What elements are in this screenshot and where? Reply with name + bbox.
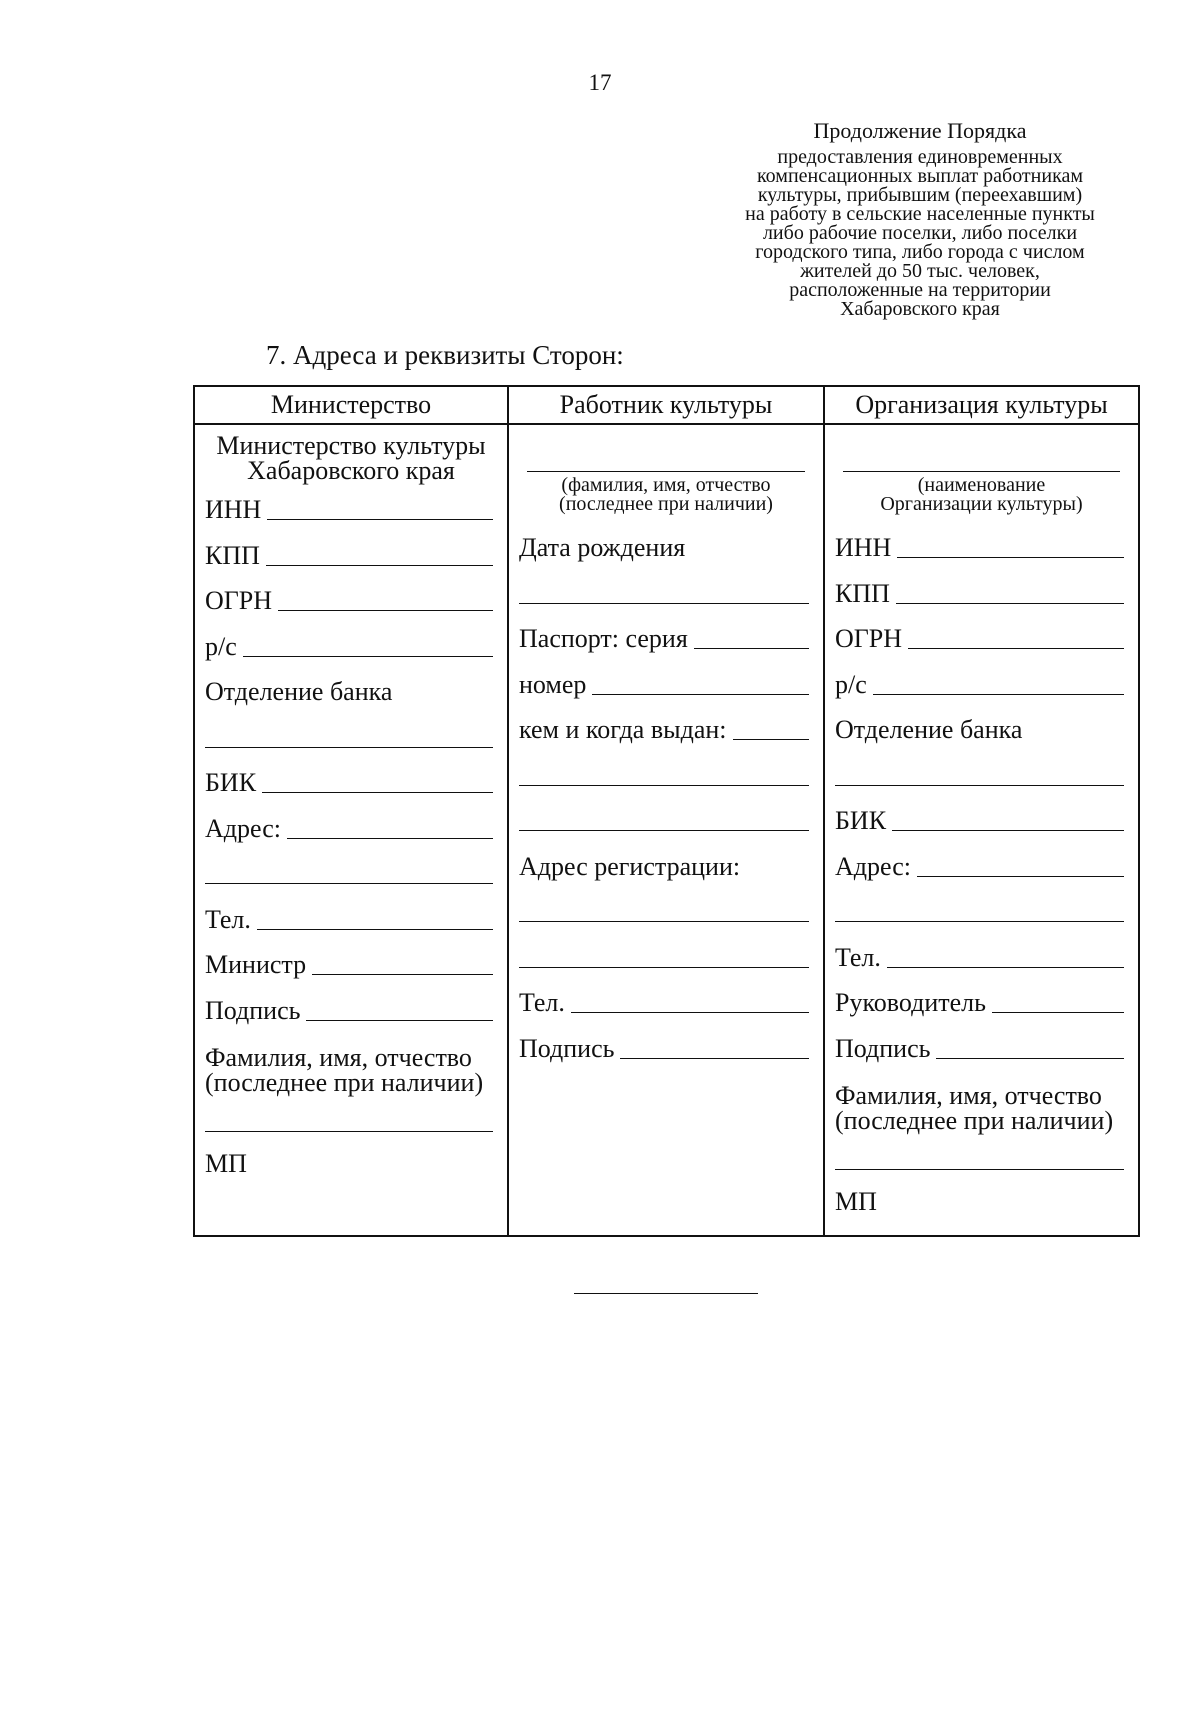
bank-line[interactable] [835,761,1124,786]
ministry-bank-field[interactable] [205,723,497,769]
ministry-name [205,433,497,495]
fio-label-line: Фамилия, имя, отчество [205,1043,472,1072]
issued-by-line[interactable] [733,715,810,740]
worker-issued-by-field[interactable] [519,715,813,761]
fio-label-line: (последнее при наличии) [835,1106,1114,1135]
ministry-bank-label-row [205,677,497,723]
kpp-line[interactable] [266,541,493,566]
section-title: 7. Адреса и реквизиты Сторон: [266,340,624,370]
phone-label: Тел. [205,904,251,934]
ogrn-label: ОГРН [835,624,903,653]
worker-issued-by-field-2[interactable] [519,761,813,807]
organization-bank-label-row [835,715,1128,761]
phone-label: Тел. [519,988,565,1017]
header-line: городского типа, либо города с числом [755,241,1085,263]
account-label: р/с [835,669,867,699]
address-line[interactable] [205,859,493,884]
signature-label: Подпись [205,995,301,1025]
organization-fio-field[interactable] [835,1145,1128,1187]
worker-fio-field[interactable] [519,471,813,533]
inn-label: ИНН [205,495,262,524]
header-worker: Работник культуры [508,386,824,424]
phone-line[interactable] [571,988,809,1013]
ministry-bik-field[interactable] [205,768,497,814]
header-line: либо рабочие поселки, либо поселки [762,222,1078,244]
ministry-address-field[interactable] [205,814,497,860]
header-title: Продолжение Порядка [813,118,1027,143]
organization-head-field[interactable] [835,988,1128,1034]
kpp-label: КПП [835,578,890,608]
account-line[interactable] [243,632,493,657]
bank-line[interactable] [205,723,493,748]
ministry-minister-field[interactable] [205,950,497,996]
header-line: предоставления единовременных [777,146,1063,168]
header-ministry: Министерство [194,386,508,424]
organization-kpp-field[interactable] [835,579,1128,625]
fio-line[interactable] [205,1107,493,1132]
head-label: Руководитель [835,988,986,1017]
passport-number-line[interactable] [592,670,809,695]
header-line: жителей до 50 тыс. человек, [800,260,1040,282]
worker-birth-date-label [519,533,813,579]
address-line[interactable] [287,814,493,839]
ministry-account-field[interactable] [205,632,497,678]
ministry-name-line: Министерство культуры [216,431,486,460]
phone-line[interactable] [887,943,1124,968]
signature-line[interactable] [306,996,493,1021]
birth-date-line[interactable] [519,579,809,604]
organization-name-field[interactable] [835,471,1128,533]
issued-by-line[interactable] [519,806,809,831]
registration-line[interactable] [519,897,809,922]
organization-bank-field[interactable] [835,761,1128,807]
organization-bik-field[interactable] [835,806,1128,852]
header-line: расположенные на территории [789,279,1051,301]
caption-line: (фамилия, имя, отчество [561,474,771,496]
organization-phone-field[interactable] [835,943,1128,989]
bik-line[interactable] [262,768,493,793]
issued-by-line[interactable] [519,761,809,786]
fio-line[interactable] [835,1145,1124,1170]
address-line[interactable] [917,852,1124,877]
bik-label: БИК [205,768,257,797]
organization-address-field[interactable] [835,852,1128,898]
header-line: культуры, прибывшим (переехавшим) [757,184,1083,206]
table-body-row [194,424,1139,1236]
inn-line[interactable] [267,495,493,520]
organization-account-field[interactable] [835,670,1128,716]
worker-registration-label [519,852,813,898]
address-label: Адрес: [205,813,281,843]
ministry-column [194,424,508,1236]
signature-line[interactable] [936,1034,1124,1059]
inn-label: ИНН [835,533,892,562]
bik-line[interactable] [892,806,1124,831]
worker-column [508,424,824,1236]
worker-signature-field[interactable] [519,1034,813,1080]
registration-address-label: Адрес регистрации: [519,851,741,881]
fio-label-line: Фамилия, имя, отчество [835,1081,1102,1110]
ministry-phone-field[interactable] [205,905,497,951]
minister-label: Министр [205,950,307,979]
passport-series-label: Паспорт: серия [519,624,688,653]
header-line: компенсационных выплат работникам [756,165,1084,187]
signature-label: Подпись [835,1033,931,1063]
issued-by-label: кем и когда выдан: [519,715,727,744]
signature-line[interactable] [620,1034,809,1059]
organization-stamp [835,1187,1128,1233]
worker-issued-by-field-3[interactable] [519,806,813,852]
passport-number-label: номер [519,669,587,699]
organization-name-caption [843,471,1120,514]
parties-requisites-table [193,385,1140,1237]
organization-signature-field[interactable] [835,1034,1128,1080]
passport-series-line[interactable] [694,624,809,649]
organization-inn-field[interactable] [835,533,1128,579]
header-line: на работу в сельские населенные пункты [745,203,1095,225]
phone-label: Тел. [835,942,881,972]
worker-fio-spacer [519,433,813,471]
caption-line: (последнее при наличии) [559,493,773,515]
ministry-fio-label [205,1041,497,1107]
organization-ogrn-field[interactable] [835,624,1128,670]
closing-divider [574,1293,758,1294]
caption-line: (наименование [917,474,1046,496]
worker-passport-number-field[interactable] [519,670,813,716]
registration-line[interactable] [519,943,809,968]
inn-line[interactable] [897,533,1124,558]
organization-name-spacer [835,433,1128,471]
worker-fio-caption [527,471,805,514]
organization-column [824,424,1139,1236]
stamp-label: МП [205,1149,247,1178]
ministry-ogrn-field[interactable] [205,586,497,632]
header-line: Хабаровского края [840,298,1000,320]
bank-label: Отделение банка [835,715,1023,744]
phone-line[interactable] [257,905,493,930]
organization-address-field-2[interactable] [835,897,1128,943]
document-header [700,120,1140,319]
page-number: 17 [588,70,612,95]
ogrn-label: ОГРН [205,586,273,615]
kpp-label: КПП [205,540,260,570]
account-label: р/с [205,631,237,661]
signature-label: Подпись [519,1033,615,1063]
address-line[interactable] [835,897,1124,922]
ministry-inn-field[interactable] [205,495,497,541]
ministry-name-line: Хабаровского края [247,456,455,485]
worker-birth-date-field[interactable] [519,579,813,625]
ministry-address-field-2[interactable] [205,859,497,905]
worker-phone-field[interactable] [519,988,813,1034]
ministry-stamp [205,1149,497,1195]
ogrn-line[interactable] [278,586,493,611]
ministry-fio-field[interactable] [205,1107,497,1149]
worker-registration-field[interactable] [519,897,813,943]
fio-label-line: (последнее при наличии) [205,1068,484,1097]
bik-label: БИК [835,806,887,835]
header-organization: Организация культуры [824,386,1139,424]
minister-line[interactable] [312,950,493,975]
ministry-kpp-field[interactable] [205,541,497,587]
ogrn-line[interactable] [908,624,1124,649]
stamp-label: МП [835,1187,877,1216]
ministry-signature-field[interactable] [205,996,497,1042]
worker-passport-series-field[interactable] [519,624,813,670]
caption-line: Организации культуры) [880,493,1083,515]
head-line[interactable] [992,988,1124,1013]
bank-label: Отделение банка [205,677,393,706]
worker-registration-field-2[interactable] [519,943,813,989]
address-label: Адрес: [835,851,911,881]
table-header-row [194,386,1139,424]
kpp-line[interactable] [896,579,1124,604]
organization-fio-label [835,1079,1128,1145]
account-line[interactable] [873,670,1124,695]
birth-date-label: Дата рождения [519,533,686,562]
